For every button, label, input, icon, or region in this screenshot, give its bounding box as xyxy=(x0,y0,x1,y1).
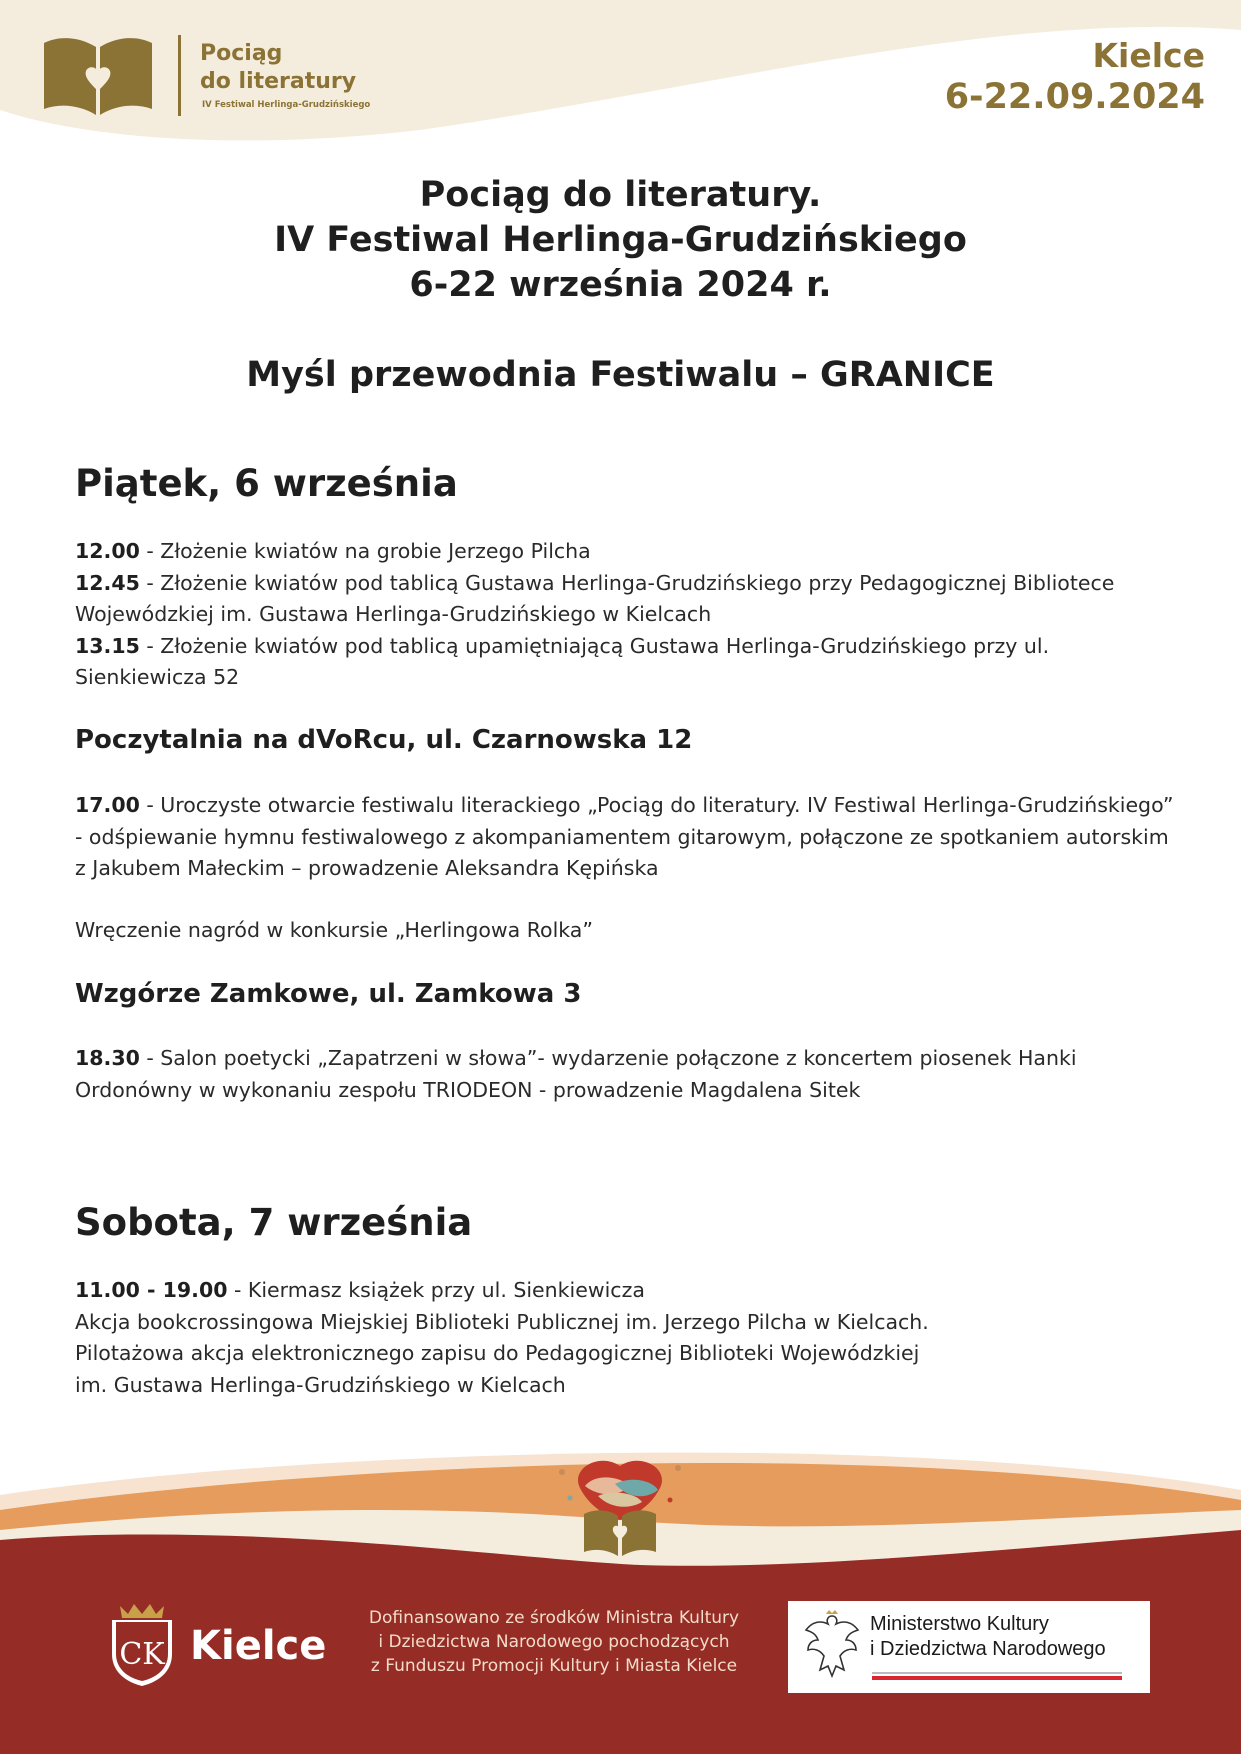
page-title xyxy=(0,173,1241,308)
festival-dates: 6-22.09.2024 xyxy=(944,77,1205,117)
ministry-line2: i Dziedzictwa Narodowego xyxy=(870,1638,1106,1660)
ministry-name xyxy=(870,1612,1106,1662)
schedule-text: - Kiermasz książek przy ul. Sienkiewicza xyxy=(227,1278,645,1302)
schedule-item xyxy=(75,568,1135,631)
logo-title-line2: do literatury xyxy=(200,69,357,94)
schedule-time: 12.00 xyxy=(75,539,140,563)
title-line3: 6-22 września 2024 r. xyxy=(409,265,832,305)
day-heading-friday: Piątek, 6 września xyxy=(75,462,458,505)
funding-line: i Dziedzictwa Narodowego pochodzących xyxy=(378,1632,730,1652)
ministry-line1: Ministerstwo Kultury xyxy=(870,1613,1049,1635)
festival-logo-title xyxy=(200,40,356,96)
book-emblem-icon xyxy=(540,1448,700,1558)
schedule-text: - Złożenie kwiatów pod tablicą upamiętniającą Gustawa Herlinga-Grudzińskiego przy ul. Sienkiewicza 52 xyxy=(75,633,1050,689)
logo-divider xyxy=(178,35,181,116)
funding-note xyxy=(344,1606,764,1678)
title-line1: Pociąg do literatury. xyxy=(419,175,822,215)
schedule-text: - Złożenie kwiatów na grobie Jerzego Pilcha xyxy=(139,539,591,563)
eagle-emblem-icon xyxy=(800,1610,864,1682)
kielce-crest-icon xyxy=(106,1602,178,1686)
venue-heading: Poczytalnia na dVoRcu, ul. Czarnowska 12 xyxy=(75,725,693,755)
city-date-block xyxy=(945,36,1205,118)
kielce-logo-word: Kielce xyxy=(190,1623,327,1669)
logo-subtitle: IV Festiwal Herlinga-Grudzińskiego xyxy=(202,100,371,110)
city-name: Kielce xyxy=(1092,36,1205,75)
schedule-item xyxy=(75,790,1185,885)
friday-schedule xyxy=(75,536,1175,694)
schedule-time: 17.00 xyxy=(75,793,140,817)
funding-line: z Funduszu Promocji Kultury i Miasta Kielce xyxy=(370,1656,738,1676)
schedule-line: im. Gustawa Herlinga-Grudzińskiego w Kielcach xyxy=(75,1372,566,1397)
logo-title-line1: Pociąg xyxy=(200,41,283,66)
schedule-text: - Złożenie kwiatów pod tablicą Gustawa Herlinga-Grudzińskiego przy Pedagogicznej Bibliotece Wojewódzkiej im. Gustawa Herlinga-Grudzińskiego w Kielcach xyxy=(75,570,1115,626)
day-heading-saturday: Sobota, 7 września xyxy=(75,1201,473,1244)
ministry-red-rule xyxy=(872,1676,1122,1680)
schedule-item xyxy=(75,1043,1115,1106)
title-line2: IV Festiwal Herlinga-Grudzińskiego xyxy=(274,220,967,260)
schedule-time: 11.00 - 19.00 xyxy=(75,1278,228,1302)
award-note: Wręczenie nagród w konkursie „Herlingowa Rolka” xyxy=(75,918,593,942)
schedule-text: - Salon poetycki „Zapatrzeni w słowa”- wydarzenie połączone z koncertem piosenek Hanki Ordonówny w wykonaniu zespołu TRIODEON - prowadzenie Magdalena Sitek xyxy=(75,1046,1077,1102)
funding-line: Dofinansowano ze środków Ministra Kultury xyxy=(368,1608,740,1628)
festival-motto: Myśl przewodnia Festiwalu – GRANICE xyxy=(246,355,995,395)
schedule-item xyxy=(75,536,1175,568)
book-logo-icon xyxy=(40,33,156,119)
saturday-schedule xyxy=(75,1275,1175,1401)
schedule-time: 18.30 xyxy=(75,1046,140,1070)
ministry-gray-rule xyxy=(872,1672,1122,1674)
crest-letters: CK xyxy=(119,1637,165,1672)
venue-heading: Wzgórze Zamkowe, ul. Zamkowa 3 xyxy=(75,979,582,1009)
schedule-time: 13.15 xyxy=(75,633,140,658)
schedule-line: Akcja bookcrossingowa Miejskiej Biblioteki Publicznej im. Jerzego Pilcha w Kielcach. xyxy=(75,1309,929,1334)
schedule-item xyxy=(75,631,1125,694)
schedule-text: - Uroczyste otwarcie festiwalu literackiego „Pociąg do literatury. IV Festiwal Herlinga-Grudzińskiego” - odśpiewanie hymnu festiwalowego z akompaniamentem gitarowym, połączone ze spotkaniem autorskim z Jakubem Małeckim – prowadzenie Aleksandra Kępińska xyxy=(75,793,1174,880)
schedule-line: Pilotażowa akcja elektronicznego zapisu do Pedagogicznej Biblioteki Wojewódzkiej xyxy=(75,1341,920,1365)
schedule-time: 12.45 xyxy=(75,570,140,595)
schedule-item xyxy=(75,1275,1175,1307)
